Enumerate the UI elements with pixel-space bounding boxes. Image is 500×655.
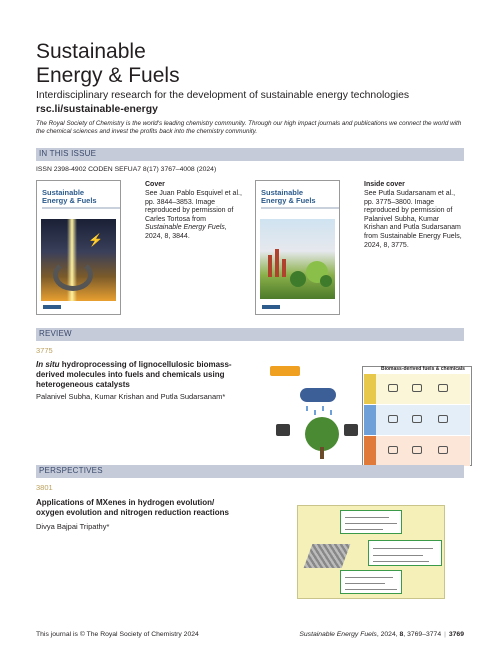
products-row-hemicellulose: [364, 405, 470, 435]
chimney: [282, 259, 286, 277]
molecule: [438, 446, 448, 454]
chimney: [275, 249, 279, 277]
equation-line: [373, 555, 423, 556]
rsc-logo: [43, 305, 61, 309]
inside-cover-artwork: [260, 219, 335, 299]
article-title-line: heterogeneous catalysts: [36, 380, 130, 389]
cover-caption: [145, 190, 255, 242]
equation-line: [345, 577, 393, 578]
footer-page-number: 3769: [448, 631, 464, 638]
cover-caption-line: pp. 3844–3853. Image: [145, 198, 216, 206]
molecule: [438, 415, 448, 423]
footer-year: , 2024,: [376, 631, 400, 638]
tree: [290, 271, 306, 287]
equation-line: [345, 583, 385, 584]
cover-caption-line: reproduced by permission of: [145, 207, 234, 215]
reaction-box: [368, 540, 442, 566]
inside-cover-caption-line: from Sustainable Energy Fuels,: [364, 232, 462, 240]
rsc-logo: [262, 305, 280, 309]
journal-tagline: Interdisciplinary research for the development of sustainable energy technologies: [36, 90, 410, 101]
journal-title-line-2: Energy & Fuels: [36, 64, 180, 87]
cover-label: Cover: [145, 181, 165, 188]
rain-drop: [322, 406, 324, 411]
article-title[interactable]: [36, 498, 266, 518]
article-title-line: oxygen evolution and nitrogen reduction reactions: [36, 508, 229, 517]
inside-cover-caption-line: 2024, 8, 3775.: [364, 241, 409, 249]
sun-arrow: [270, 366, 300, 376]
cover-mini-title-line-1: Sustainable: [42, 188, 85, 197]
review-graphical-abstract: [270, 362, 475, 472]
molecule: [412, 415, 422, 423]
footer-journal-name: Sustainable Energy Fuels: [299, 631, 377, 638]
equation-line: [345, 523, 397, 524]
article-authors: Divya Bajpai Tripathy*: [36, 522, 110, 531]
rain-drop: [314, 410, 316, 415]
inside-cover-image[interactable]: [255, 180, 340, 315]
cover-caption-line: See Juan Pablo Esquivel et al.,: [145, 190, 242, 197]
row-color-tag: [364, 374, 376, 404]
equation-line: [345, 589, 397, 590]
journal-title: [36, 40, 336, 88]
row-color-tag: [364, 436, 376, 466]
journal-url-link[interactable]: rsc.li/sustainable-energy: [36, 104, 158, 115]
cover-caption-line: 2024, 8, 3844.: [145, 232, 190, 240]
article-title[interactable]: [36, 360, 266, 390]
reaction-box: [340, 570, 402, 594]
row-color-tag: [364, 405, 376, 435]
section-heading: IN THIS ISSUE: [39, 149, 97, 158]
products-panel: [362, 366, 472, 466]
article-page-number[interactable]: 3775: [36, 346, 53, 355]
inside-cover-mini-title-line-2: Energy & Fuels: [261, 196, 316, 205]
journal-title-line-1: Sustainable: [36, 40, 146, 63]
cover-caption-line: Carles Tortosa from: [145, 215, 206, 223]
equation-line: [345, 517, 389, 518]
section-bar-review: [36, 328, 464, 341]
cover-mini-title-line-2: Energy & Fuels: [42, 196, 97, 205]
equation-line: [373, 561, 429, 562]
tree-trunk: [320, 447, 324, 459]
footer-copyright: This journal is © The Royal Society of Chemistry 2024: [36, 631, 199, 638]
footer-citation: [299, 631, 464, 638]
section-bar-perspectives: [36, 465, 464, 478]
footer-separator: |: [444, 631, 446, 638]
inside-cover-label: Inside cover: [364, 181, 405, 188]
cover-artwork: [41, 219, 116, 301]
molecule: [388, 446, 398, 454]
chimney: [268, 255, 272, 277]
article-title-line: derived molecules into fuels and chemicals using: [36, 370, 225, 379]
molecule: [388, 384, 398, 392]
rain-drop: [306, 406, 308, 411]
inside-cover-caption-line: reproduced by permission of: [364, 207, 453, 215]
rsc-description: The Royal Society of Chemistry is the world's leading chemistry community. Through our high impact journals and publications we connect the world with the chemical sciences and invest the profits back into the chemistry community.: [36, 120, 462, 136]
catalyst-cube: [276, 424, 290, 436]
article-authors: Palanivel Subha, Kumar Krishan and Putla Sudarsanam*: [36, 392, 226, 401]
inside-cover-caption: [364, 190, 474, 250]
lightning-icon: ⚡: [88, 233, 103, 247]
magnet-coil: [53, 259, 93, 291]
molecule: [388, 415, 398, 423]
rain-drop: [330, 410, 332, 415]
inside-cover-mini-title: [261, 189, 316, 205]
section-bar-in-this-issue: [36, 148, 464, 161]
inside-cover-caption-line: See Putla Sudarsanam et al.,: [364, 190, 456, 197]
molecule: [412, 384, 422, 392]
cover-image[interactable]: [36, 180, 121, 315]
perspective-graphical-abstract: [297, 505, 445, 599]
equation-line: [345, 529, 383, 530]
cover-subtitle-strip: [42, 207, 121, 209]
molecule: [412, 446, 422, 454]
footer-volume: 8: [399, 631, 404, 638]
section-heading: REVIEW: [39, 329, 72, 338]
tree: [305, 417, 339, 451]
cover-caption-line: Sustainable Energy Fuels,: [145, 224, 227, 232]
reaction-box: [340, 510, 402, 534]
molecule: [438, 384, 448, 392]
inside-cover-mini-title-line-1: Sustainable: [261, 188, 304, 197]
mxene-structure: [304, 544, 351, 568]
article-title-line: Applications of MXenes in hydrogen evolution/: [36, 498, 215, 507]
inside-cover-caption-line: Palanivel Subha, Kumar: [364, 215, 440, 223]
cloud: [300, 388, 336, 402]
cover-mini-title: [42, 189, 97, 205]
inside-cover-caption-line: Krishan and Putla Sudarsanam: [364, 224, 461, 232]
catalyst-cube: [344, 424, 358, 436]
article-page-number[interactable]: 3801: [36, 483, 53, 492]
tree: [320, 275, 332, 287]
footer-pages: , 3769–3774: [403, 631, 442, 638]
equation-line: [373, 548, 433, 549]
products-panel-header: Biomass-derived fuels & chemicals: [381, 366, 465, 372]
issn-line: ISSN 2398-4902 CODEN SEFUA7 8(17) 3767–4008 (2024): [36, 166, 217, 173]
article-title-line: In situ hydroprocessing of lignocellulosic biomass-: [36, 360, 232, 369]
products-row-lignin: [364, 436, 470, 466]
products-row-cellulose: [364, 374, 470, 404]
section-heading: PERSPECTIVES: [39, 466, 103, 475]
inside-cover-subtitle-strip: [261, 207, 340, 209]
inside-cover-caption-line: pp. 3775–3800. Image: [364, 198, 435, 206]
